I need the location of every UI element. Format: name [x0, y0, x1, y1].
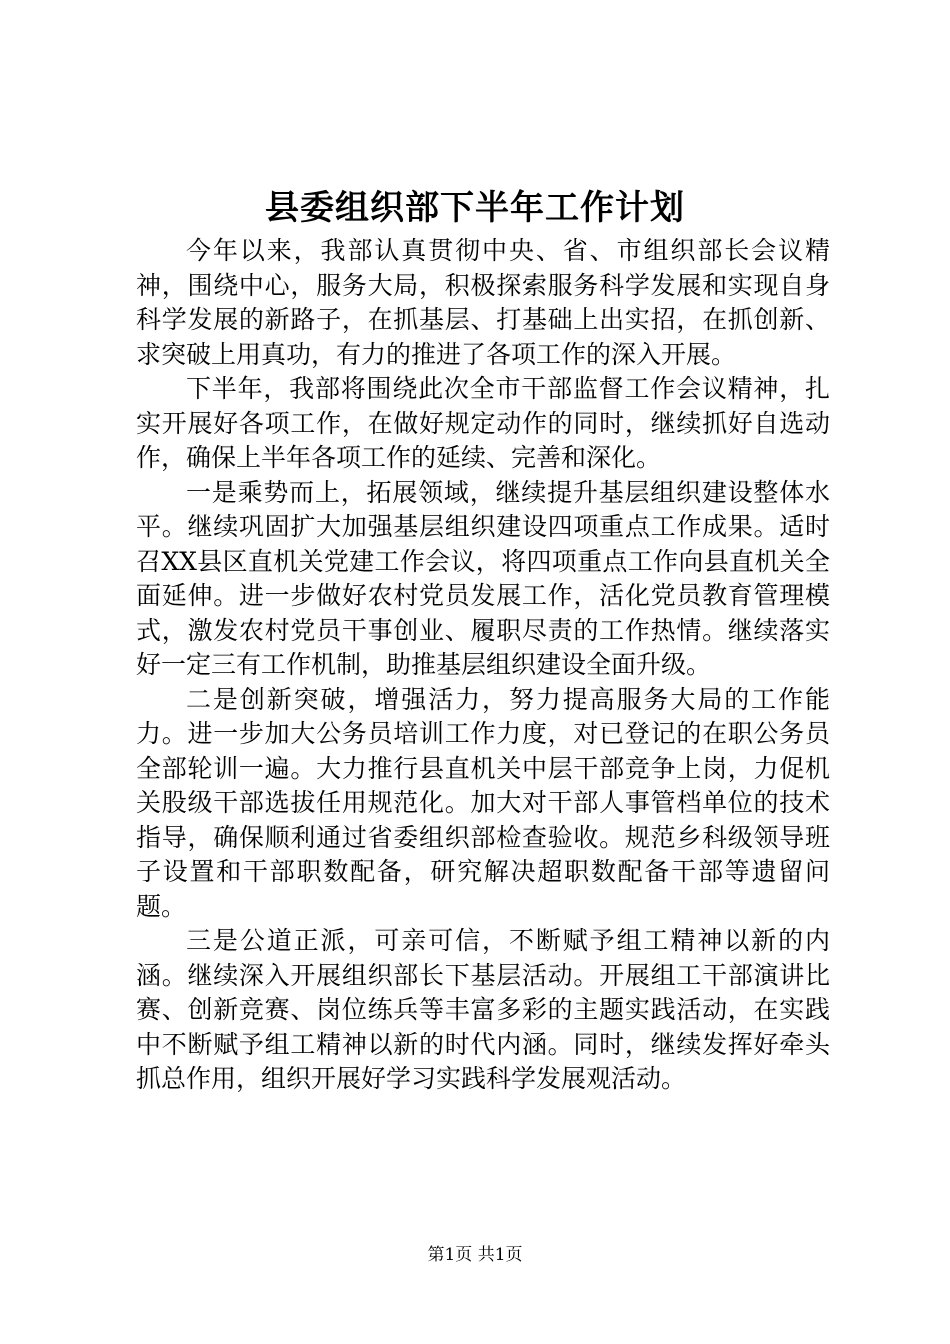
- page-number-footer: 第1页 共1页: [427, 1245, 523, 1265]
- paragraph-item-two: 二是创新突破，增强活力，努力提高服务大局的工作能力。进一步加大公务员培训工作力度，对已登记的在职公务员全部轮训一遍。大力推行县直机关中层干部竞争上岗，力促机关股级干部选拔任用规范化。加大对干部人事管档单位的技术指导，确保顺利通过省委组织部检查验收。规范乡科级领导班子设置和干部职数配备，研究解决超职数配备干部等遗留问题。: [136, 684, 830, 921]
- document-title: 县委组织部下半年工作计划: [265, 188, 685, 228]
- document-body: [136, 234, 830, 1097]
- paragraph-intro: 今年以来，我部认真贯彻中央、省、市组织部长会议精神，围绕中心，服务大局，积极探索服务科学发展和实现自身科学发展的新路子，在抓基层、打基础上出实招，在抓创新、求突破上用真功，有力的推进了各项工作的深入开展。: [136, 236, 830, 369]
- paragraph-item-three: 三是公道正派，可亲可信，不断赋予组工精神以新的内涵。继续深入开展组织部长下基层活动。开展组工干部演讲比赛、创新竞赛、岗位练兵等丰富多彩的主题实践活动，在实践中不断赋予组工精神以新的时代内涵。同时，继续发挥好牵头抓总作用，组织开展好学习实践科学发展观活动。: [136, 926, 830, 1093]
- paragraph-second-half-plan: 下半年，我部将围绕此次全市干部监督工作会议精神，扎实开展好各项工作，在做好规定动作的同时，继续抓好自选动作，确保上半年各项工作的延续、完善和深化。: [136, 374, 830, 472]
- paragraph-item-one: 一是乘势而上，拓展领域，继续提升基层组织建设整体水平。继续巩固扩大加强基层组织建设四项重点工作成果。适时召XX县区直机关党建工作会议，将四项重点工作向县直机关全面延伸。进一步做好农村党员发展工作，活化党员教育管理模式，激发农村党员干事创业、履职尽责的工作热情。继续落实好一定三有工作机制，助推基层组织建设全面升级。: [136, 477, 830, 679]
